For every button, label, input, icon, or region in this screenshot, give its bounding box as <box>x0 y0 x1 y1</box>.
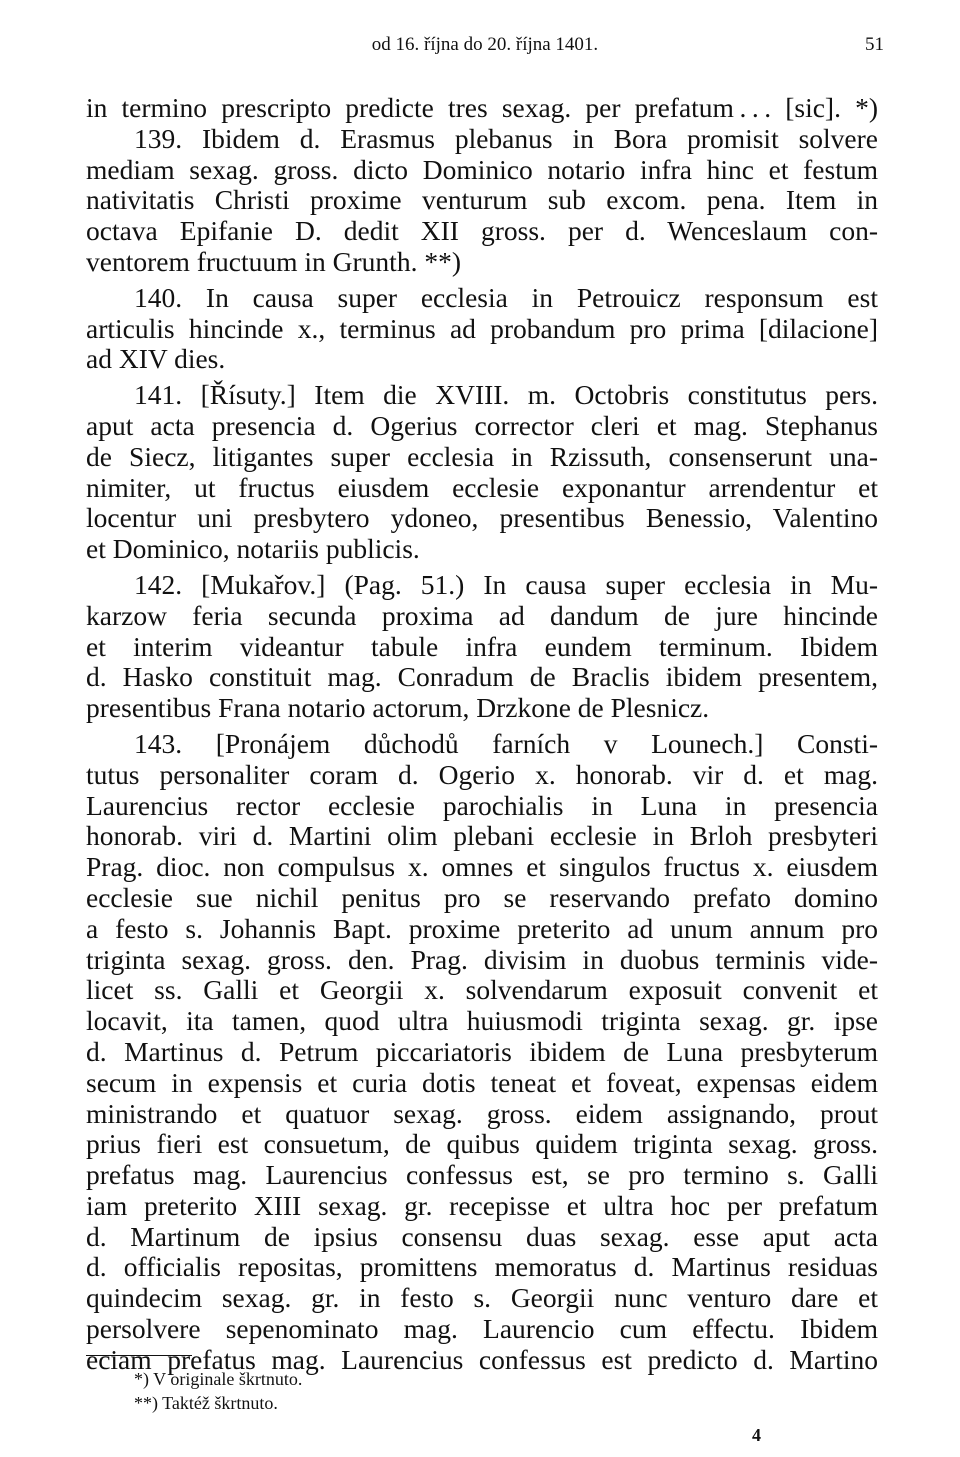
text-line: karzow feria secunda proxima ad dandum de jure hincinde <box>86 599 878 631</box>
text-line: persolvere sepenominato mag. Laurencio cum effectu. Ibidem <box>86 1313 878 1345</box>
footnotes <box>134 1367 302 1415</box>
page-number: 51 <box>865 34 884 55</box>
text-line: 139. Ibidem d. Erasmus plebanus in Bora promisit solvere <box>134 122 878 154</box>
text-line: 142. [Mukařov.] (Pag. 51.) In causa super ecclesia in Mu- <box>134 568 878 600</box>
text-line: aput acta presencia d. Ogerius corrector cleri et mag. Stephanus <box>86 409 878 441</box>
text-line: octava Epifanie D. dedit XII gross. per d. Wenceslaum con- <box>86 215 878 247</box>
text-line: d. officialis repositas, promittens memoratus d. Martinus residuas <box>86 1251 878 1283</box>
text-line: presentibus Frana notario actorum, Drzkone de Plesnicz. <box>86 692 710 724</box>
printer-signature-mark: 4 <box>752 1425 761 1445</box>
text-line: Laurencius rector ecclesie parochialis in Luna in presencia <box>86 789 878 821</box>
text-line: d. Martinus d. Petrum piccariatoris ibidem de Luna presbyterum <box>86 1035 878 1067</box>
text-line: de Siecz, litigantes super ecclesia in Rzissuth, consenserunt una- <box>86 440 878 472</box>
text-line: ministrando et quatuor sexag. gross. eidem assignando, prout <box>86 1097 878 1129</box>
text-line: eciam prefatus mag. Laurencius confessus est predicto d. Martino <box>86 1343 878 1375</box>
body-text <box>86 93 878 1376</box>
text-line: triginta sexag. gross. den. Prag. divisim in duobus terminis vide- <box>86 943 878 975</box>
text-line: nativitatis Christi proxime venturum sub excom. pena. Item in <box>86 184 878 216</box>
text-line: nimiter, ut fructus eiusdem ecclesie exponantur arrendentur et <box>86 471 878 503</box>
text-line: a festo s. Johannis Bapt. proxime preterito ad unum annum pro <box>86 912 878 944</box>
text-line: 141. [Řísuty.] Item die XVIII. m. Octobris constitutus pers. <box>134 379 878 411</box>
text-line: et interim videantur tabule infra eundem terminum. Ibidem <box>86 630 878 662</box>
text-line: quindecim sexag. gr. in festo s. Georgii nunc venturo dare et <box>86 1282 878 1314</box>
text-line: ecclesie sue nichil penitus pro se reservando prefato domino <box>86 881 878 913</box>
text-line: licet ss. Galli et Georgii x. solvendarum exposuit convenit et <box>86 974 878 1006</box>
text-line: ventorem fructuum in Grunth. **) <box>86 245 461 277</box>
text-line: d. Hasko constituit mag. Conradum de Braclis ibidem presentem, <box>86 661 878 693</box>
text-line: 140. In causa super ecclesia in Petrouicz responsum est <box>134 281 878 313</box>
text-line: articulis hincinde x., terminus ad probandum pro prima [dilacione] <box>86 312 878 344</box>
footnote: *) V originale škrtnuto. <box>134 1369 303 1389</box>
text-line: tutus personaliter coram d. Ogerio x. honorab. vir d. et mag. <box>86 758 878 790</box>
text-line: 143. [Pronájem důchodů farních v Lounech.] Consti- <box>134 727 878 759</box>
text-line: d. Martinum de ipsius consensu duas sexag. esse aput acta <box>86 1220 878 1252</box>
running-title: od 16. října do 20. října 1401. <box>371 34 599 55</box>
text-line: honorab. viri d. Martini olim plebani ecclesie in Brloh presbyteri <box>86 820 878 852</box>
footnote-divider <box>86 1355 192 1356</box>
text-line: locentur uni presbytero ydoneo, presentibus Benessio, Valentino <box>86 502 878 534</box>
text-line: prius fieri est consuetum, de quibus quidem triginta sexag. gross. <box>86 1128 878 1160</box>
text-line: prefatus mag. Laurencius confessus est, se pro termino s. Galli <box>86 1159 878 1191</box>
text-line: ad XIV dies. <box>86 343 226 375</box>
text-line: locavit, ita tamen, quod ultra huiusmodi triginta sexag. gr. ipse <box>86 1005 878 1037</box>
text-line: mediam sexag. gross. dicto Dominico notario infra hinc et festum <box>86 153 878 185</box>
text-line: secum in expensis et curia dotis teneat et foveat, expensas eidem <box>86 1066 878 1098</box>
text-line: Prag. dioc. non compulsus x. omnes et singulos fructus x. eiusdem <box>86 851 878 883</box>
text-line: et Dominico, notariis publicis. <box>86 533 420 565</box>
text-line: iam preterito XIII sexag. gr. recepisse et ultra hoc per prefatum <box>86 1189 878 1221</box>
running-header <box>86 34 884 58</box>
footnote: **) Taktéž škrtnuto. <box>134 1393 278 1413</box>
text-line: in termino prescripto predicte tres sexag. per prefatum . . . [sic]. *) <box>86 92 878 123</box>
